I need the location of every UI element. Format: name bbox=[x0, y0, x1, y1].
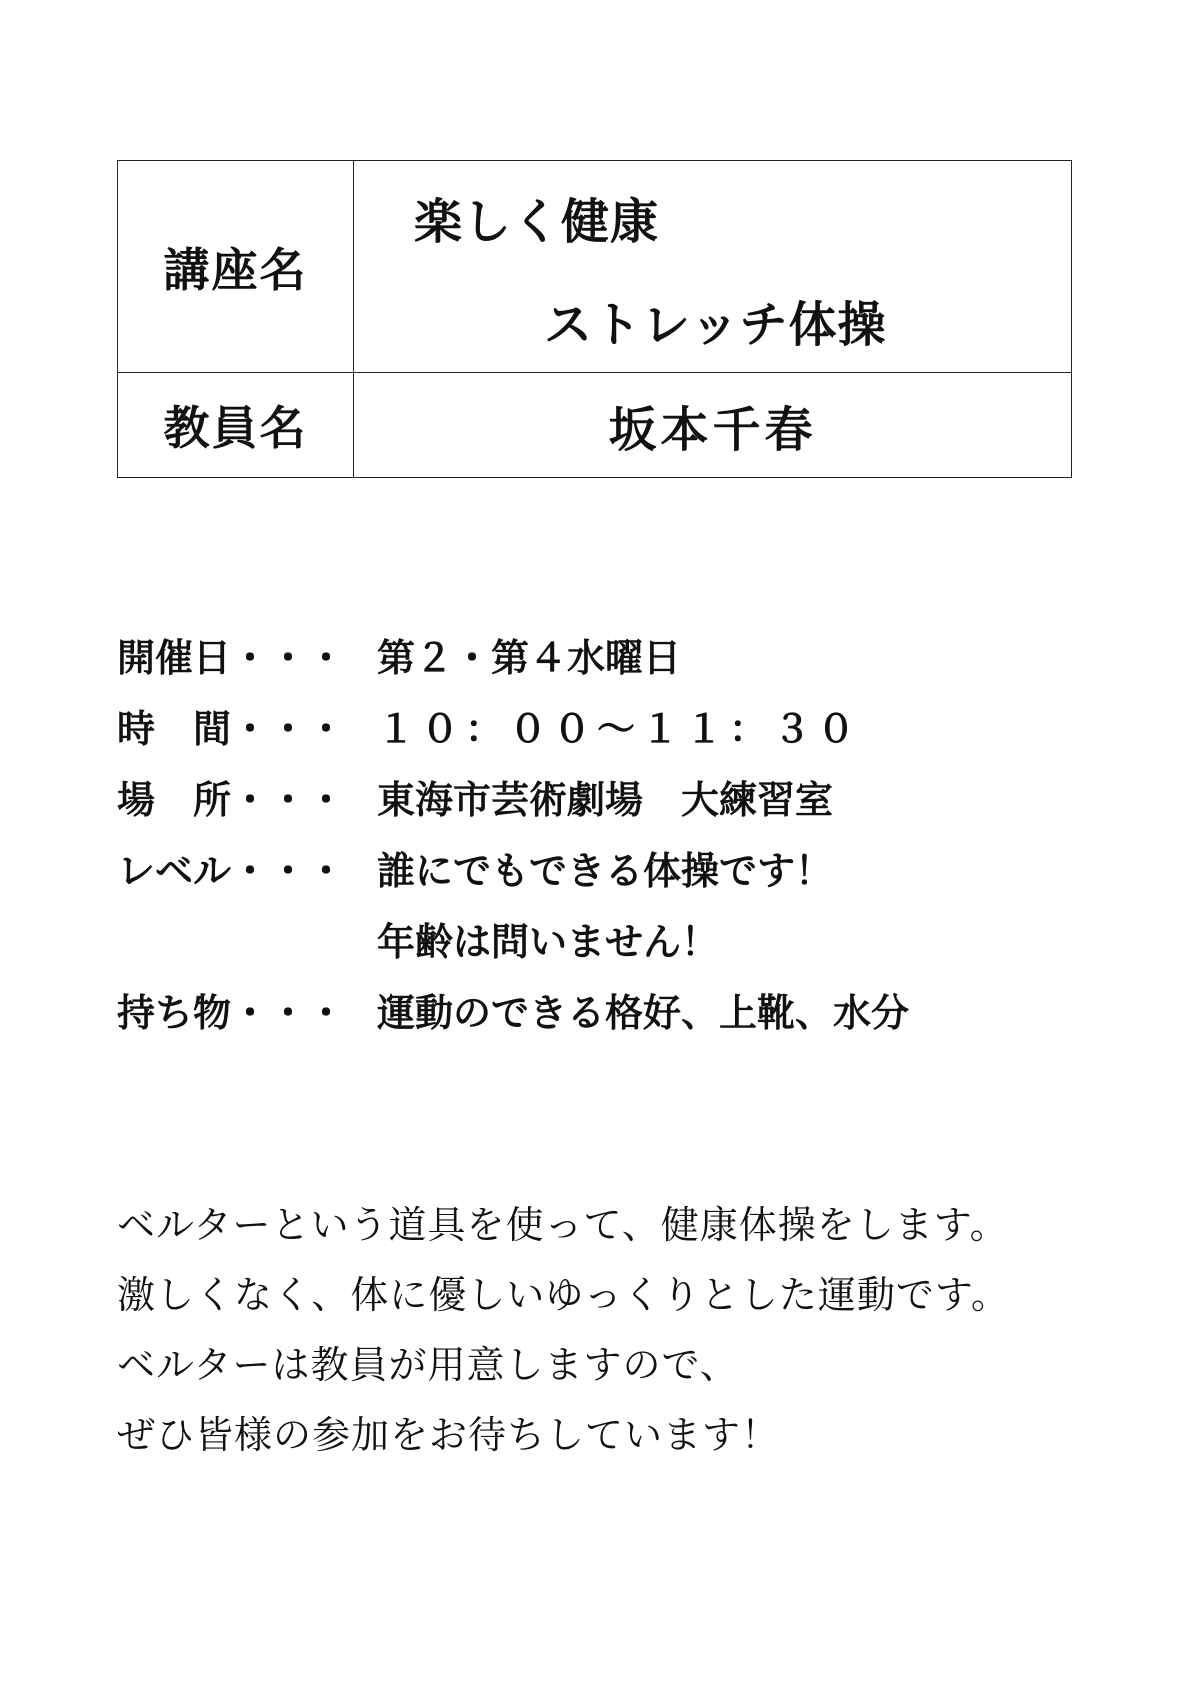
course-info-table bbox=[117, 160, 1072, 478]
detail-value: 東海市芸術劇場 大練習室 bbox=[377, 778, 834, 822]
detail-value: 年齢は問いません！ bbox=[377, 920, 720, 964]
detail-level bbox=[117, 841, 1117, 912]
description-line: ぜひ皆様の参加をお待ちしています！ bbox=[117, 1413, 781, 1457]
description-block bbox=[117, 1195, 1167, 1475]
teacher-name-row bbox=[118, 373, 1071, 477]
detail-label: 開催日・・・ bbox=[117, 636, 346, 680]
description-line: ベルターは教員が用意しますので、 bbox=[117, 1343, 739, 1387]
description-line: 激しくなく、体に優しいゆっくりとした運動です。 bbox=[117, 1273, 1010, 1317]
detail-label: 持ち物・・・ bbox=[117, 991, 346, 1035]
detail-value: 誰にでもできる体操です！ bbox=[377, 849, 834, 893]
course-title-line1: 楽しく健康 bbox=[414, 194, 660, 250]
detail-value: 第２・第４水曜日 bbox=[377, 636, 682, 680]
detail-label: 場 所・・・ bbox=[117, 778, 346, 822]
course-name-row bbox=[118, 161, 1071, 373]
course-name-label: 講座名 bbox=[118, 161, 354, 372]
detail-time bbox=[117, 699, 1117, 770]
detail-date bbox=[117, 628, 1117, 699]
detail-belongings bbox=[117, 983, 1117, 1054]
teacher-name-label: 教員名 bbox=[118, 373, 354, 477]
detail-place bbox=[117, 770, 1117, 841]
description-line: ベルターという道具を使って、健康体操をします。 bbox=[117, 1203, 1009, 1247]
detail-label: レベル・・・ bbox=[117, 849, 346, 893]
details-list bbox=[117, 628, 1117, 1054]
teacher-name: 坂本千春 bbox=[608, 401, 817, 458]
detail-label: 時 間・・・ bbox=[117, 707, 346, 751]
course-name-cell bbox=[354, 161, 1071, 372]
teacher-name-cell bbox=[354, 373, 1071, 477]
detail-value: 運動のできる格好、上靴、水分 bbox=[377, 991, 910, 1035]
detail-level-note bbox=[117, 912, 1117, 983]
course-title-line2: ストレッチ体操 bbox=[544, 297, 887, 353]
detail-value: １０：００～１１：３０ bbox=[377, 707, 862, 751]
